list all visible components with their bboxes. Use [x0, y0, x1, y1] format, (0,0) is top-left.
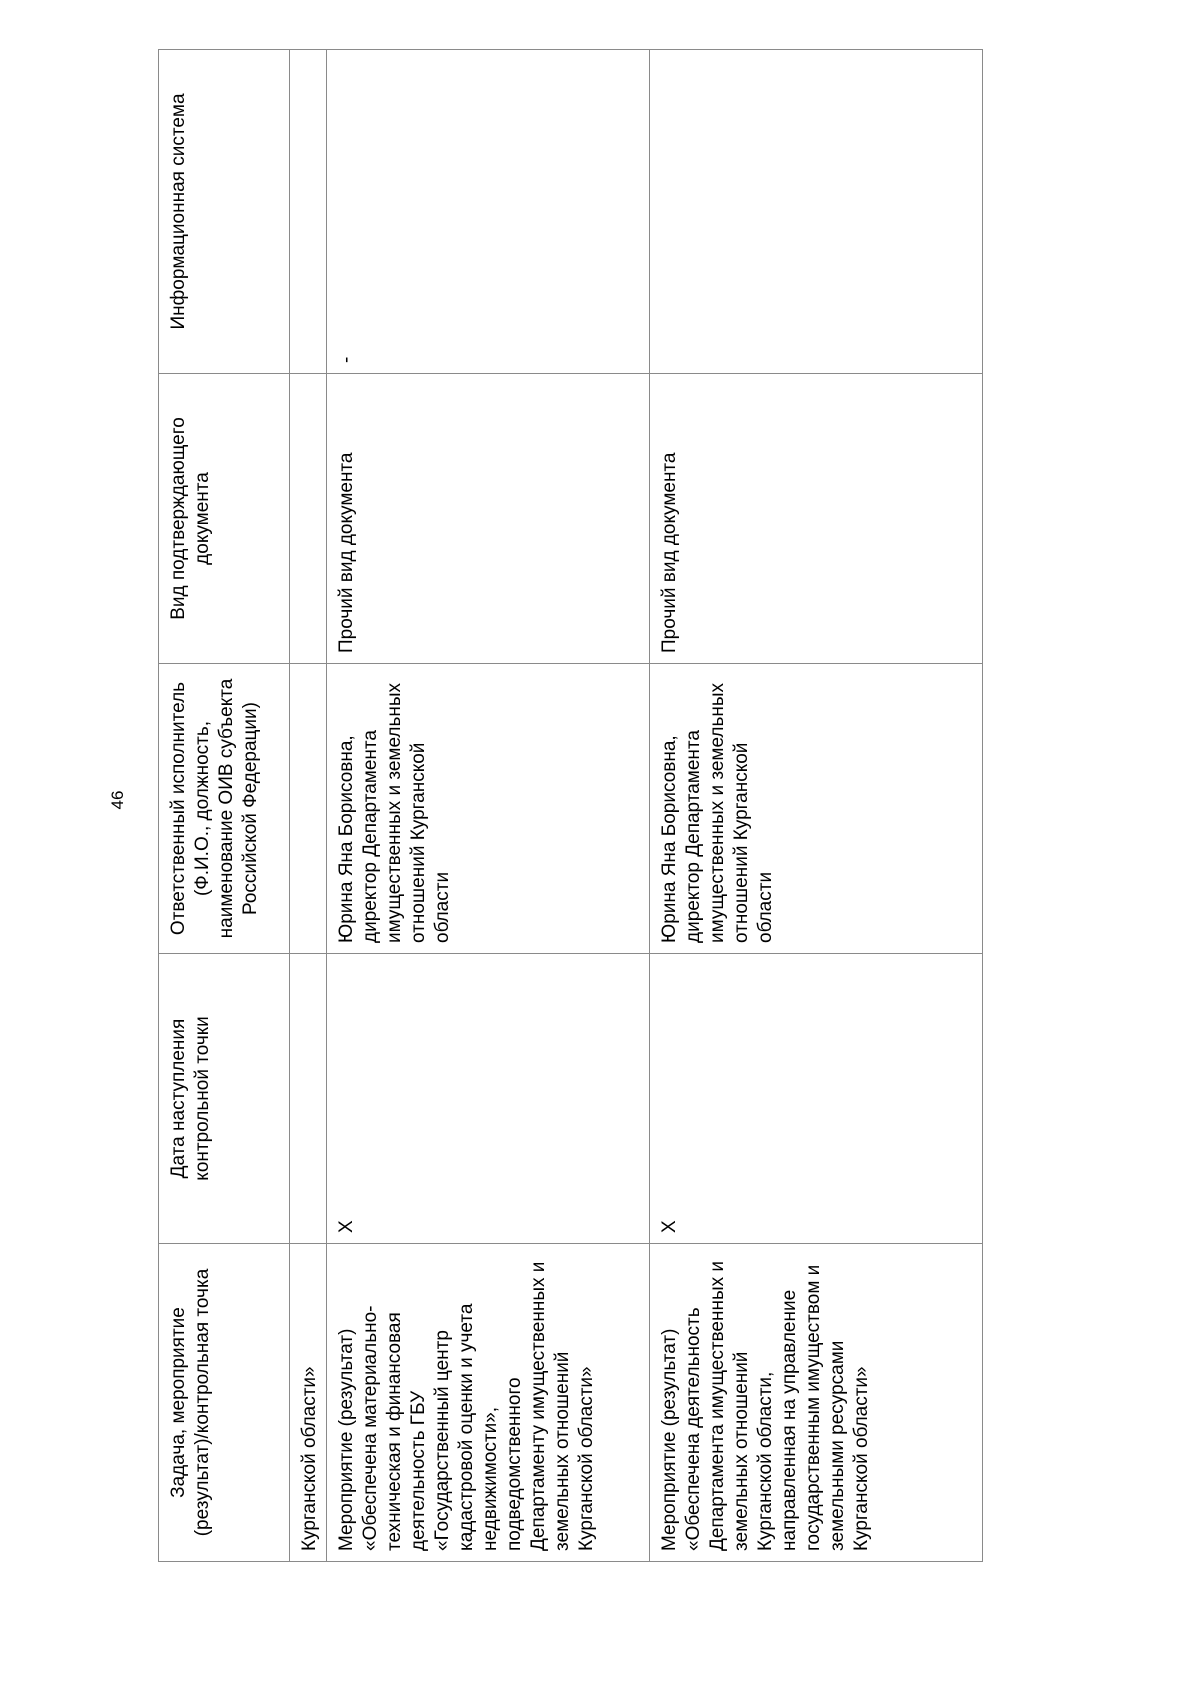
cell-date: X — [327, 954, 650, 1244]
cell-continuation-task: Курганской области» — [290, 1244, 327, 1562]
cell-document: Прочий вид документа — [327, 374, 650, 664]
control-points-table — [158, 49, 983, 1562]
cell-continuation-date — [290, 954, 327, 1244]
cell-continuation-executor — [290, 664, 327, 954]
table-header-row — [159, 50, 290, 1562]
cell-task: Мероприятие (результат) «Обеспечена деятельность Департамента имущественных и земельных отношений Курганской области, направленная на управление государственным имуществом и земельными ресурсами Курганской области» — [650, 1244, 983, 1562]
header-system: Информационная система — [159, 50, 290, 374]
cell-date: X — [650, 954, 983, 1244]
rotated-table-container — [158, 50, 963, 1562]
header-document: Вид подтверждающего документа — [159, 374, 290, 664]
page-number: 46 — [108, 790, 127, 810]
cell-continuation-system — [290, 50, 327, 374]
cell-system: - — [327, 50, 650, 374]
header-executor: Ответственный исполнитель (Ф.И.О., должность, наименование ОИВ субъекта Российской Федерации) — [159, 664, 290, 954]
cell-system — [650, 50, 983, 374]
header-date: Дата наступления контрольной точки — [159, 954, 290, 1244]
table-row — [327, 50, 650, 1562]
cell-task: Мероприятие (результат) «Обеспечена материально-техническая и финансовая деятельность ГБУ «Государственный центр кадастровой оценки и учета недвижимости», подведомственного Департаменту имущественных и земельных отношений Курганской области» — [327, 1244, 650, 1562]
cell-continuation-document — [290, 374, 327, 664]
table-row — [650, 50, 983, 1562]
table-row-continuation — [290, 50, 327, 1562]
cell-document: Прочий вид документа — [650, 374, 983, 664]
header-task: Задача, мероприятие (результат)/контрольная точка — [159, 1244, 290, 1562]
cell-executor: Юрина Яна Борисовна, директор Департамента имущественных и земельных отношений Курганской области — [327, 664, 650, 954]
cell-executor: Юрина Яна Борисовна, директор Департамента имущественных и земельных отношений Курганской области — [650, 664, 983, 954]
